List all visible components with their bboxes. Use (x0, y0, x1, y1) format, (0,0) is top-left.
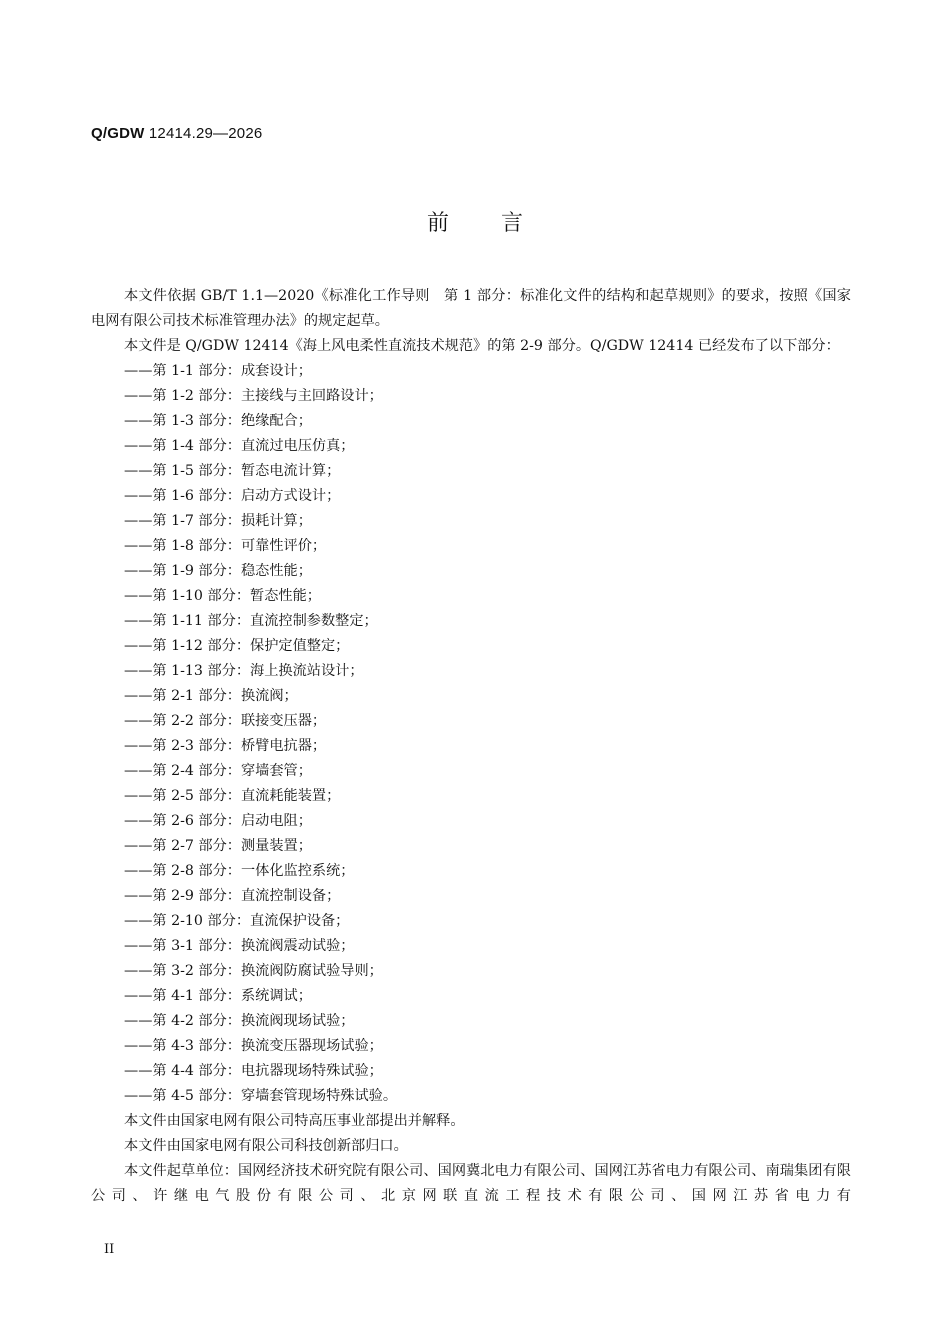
parts-list-item: ——第 1-9 部分：稳态性能； (124, 563, 312, 579)
parts-list-item: ——第 1-11 部分：直流控制参数整定； (124, 613, 378, 629)
parts-list-item: ——第 2-8 部分：一体化监控系统； (124, 863, 355, 879)
parts-list-item: ——第 2-6 部分：启动电阻； (124, 813, 312, 829)
document-code-number: 12414.29—2026 (148, 125, 263, 142)
parts-list-item: ——第 1-5 部分：暂态电流计算； (124, 463, 341, 479)
parts-list-item: ——第 2-7 部分：测量装置； (124, 838, 312, 854)
parts-list-item: ——第 1-12 部分：保护定值整定； (124, 638, 350, 654)
parts-list-item: ——第 4-1 部分：系统调试； (124, 988, 312, 1004)
parts-list-item: ——第 3-1 部分：换流阀震动试验； (124, 938, 355, 954)
parts-list-item: ——第 1-13 部分：海上换流站设计； (124, 663, 364, 679)
parts-list-item: ——第 4-4 部分：电抗器现场特殊试验； (124, 1063, 383, 1079)
parts-list-item: ——第 2-10 部分：直流保护设备； (124, 913, 350, 929)
paragraph-drafting-units: 本文件起草单位：国网经济技术研究院有限公司、国网冀北电力有限公司、国网江苏省电力有限公司、南瑞集团有限公司、许继电气股份有限公司、北京网联直流工程技术有限公司、国网江苏省电力有 (91, 1163, 851, 1204)
document-code-prefix: Q/GDW (91, 125, 145, 142)
parts-list-item: ——第 1-8 部分：可靠性评价； (124, 538, 327, 554)
parts-list-item: ——第 1-10 部分：暂态性能； (124, 588, 321, 604)
document-body (91, 284, 851, 1209)
page-title-part-2: 言 (501, 211, 524, 236)
parts-list-item: ——第 1-3 部分：绝缘配合； (124, 413, 312, 429)
parts-list-item: ——第 2-5 部分：直流耗能装置； (124, 788, 341, 804)
parts-list-item: ——第 2-3 部分：桥臂电抗器； (124, 738, 327, 754)
document-code (91, 125, 262, 142)
parts-list-item: ——第 1-7 部分：损耗计算； (124, 513, 312, 529)
parts-list-item: ——第 2-2 部分：联接变压器； (124, 713, 327, 729)
parts-list-item: ——第 1-2 部分：主接线与主回路设计； (124, 388, 383, 404)
paragraph-basis: 本文件依据 GB/T 1.1—2020《标准化工作导则 第 1 部分：标准化文件的结构和起草规则》的要求，按照《国家电网有限公司技术标准管理办法》的规定起草。 (91, 288, 851, 329)
parts-list-item: ——第 1-6 部分：启动方式设计； (124, 488, 341, 504)
parts-list-item: ——第 2-4 部分：穿墙套管； (124, 763, 312, 779)
parts-list (91, 359, 851, 1109)
paragraph-scope: 本文件是 Q/GDW 12414《海上风电柔性直流技术规范》的第 2-9 部分。Q/GDW 12414 已经发布了以下部分： (124, 338, 840, 354)
page-number: II (104, 1242, 115, 1257)
parts-list-item: ——第 4-2 部分：换流阀现场试验； (124, 1013, 355, 1029)
parts-list-item: ——第 4-5 部分：穿墙套管现场特殊试验。 (124, 1088, 398, 1104)
parts-list-item: ——第 1-4 部分：直流过电压仿真； (124, 438, 355, 454)
parts-list-item: ——第 3-2 部分：换流阀防腐试验导则； (124, 963, 383, 979)
parts-list-item: ——第 4-3 部分：换流变压器现场试验； (124, 1038, 383, 1054)
parts-list-item: ——第 2-1 部分：换流阀； (124, 688, 298, 704)
paragraph-proposer: 本文件由国家电网有限公司特高压事业部提出并解释。 (124, 1113, 465, 1129)
page-title (0, 206, 950, 237)
paragraph-administrator: 本文件由国家电网有限公司科技创新部归口。 (124, 1138, 408, 1154)
parts-list-item: ——第 1-1 部分：成套设计； (124, 363, 312, 379)
page-title-part-1: 前 (426, 211, 449, 236)
parts-list-item: ——第 2-9 部分：直流控制设备； (124, 888, 341, 904)
